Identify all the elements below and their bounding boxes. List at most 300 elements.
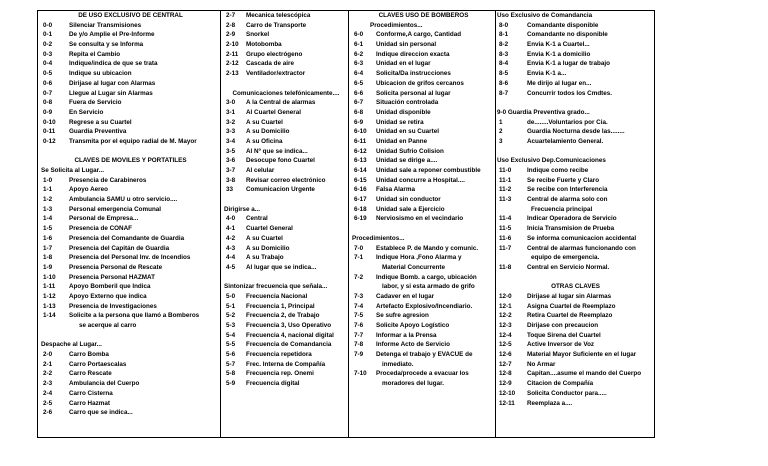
code-number: 7-3	[354, 292, 364, 300]
code-number: 2-0	[43, 351, 53, 359]
code-number: 12-6	[499, 351, 512, 359]
code-continuation: moradores del lugar.	[382, 380, 444, 388]
code-number: 3-5	[226, 147, 236, 155]
code-description: Ubicacion de grifos cercanos	[376, 79, 464, 87]
code-number: 1-8	[43, 254, 53, 262]
code-row	[224, 98, 348, 108]
code-row	[352, 176, 495, 186]
code-row	[352, 205, 495, 215]
code-number: 2-11	[226, 50, 239, 58]
code-description: Transmita por el equipo radial de M. Mayor	[69, 137, 197, 145]
code-description: Unidad se dirige a....	[376, 157, 438, 165]
code-description: Mecanica telescópica	[246, 12, 311, 19]
code-row	[497, 369, 654, 379]
spacer	[224, 273, 348, 283]
code-number: 2-6	[43, 409, 53, 417]
code-row	[352, 331, 495, 341]
code-description: Motobomba	[246, 41, 282, 49]
code-row	[497, 166, 654, 176]
spacer	[497, 147, 654, 157]
code-description: Frecuencia repetidora	[246, 351, 312, 359]
code-description: Informar a la Prensa	[376, 331, 437, 339]
code-row	[352, 321, 495, 331]
code-number: 8-2	[499, 41, 509, 49]
code-description: Unidad concurre a Hospital....	[376, 176, 465, 184]
code-description: Unidad en Panne	[376, 137, 428, 145]
code-row	[224, 244, 348, 254]
code-row	[224, 185, 348, 195]
code-number: 6-12	[354, 147, 367, 155]
code-row	[41, 253, 220, 263]
code-description: Guardia Preventiva	[69, 128, 127, 136]
code-continuation: equipo de emergencia.	[531, 254, 600, 262]
code-description: Personal emergencia Comunal	[69, 205, 162, 213]
code-number: 2-8	[226, 21, 236, 29]
code-row	[352, 69, 495, 79]
code-description: Al Nº que se indica...	[246, 147, 308, 155]
code-row	[41, 30, 220, 40]
code-row	[497, 321, 654, 331]
code-number: 4-2	[226, 234, 236, 242]
code-description: Comunicacion Urgente	[246, 186, 315, 194]
code-description: Se consulta y se Informa	[69, 41, 144, 49]
code-continuation: Material Concurrente	[382, 263, 445, 271]
code-number: 7-5	[354, 312, 364, 320]
code-description: Al lugar que se indica...	[246, 263, 317, 271]
code-description: Unidad sin personal	[376, 41, 437, 49]
code-row	[352, 185, 495, 195]
code-description: de........Voluntarios por Cia.	[527, 118, 608, 126]
code-number: 8-4	[499, 60, 509, 68]
code-number: 11-3	[499, 196, 512, 204]
code-description: A su Domicilio	[246, 244, 290, 252]
code-number: 0-11	[43, 128, 56, 136]
code-row	[352, 369, 495, 379]
code-description: Establece P. de Mando y comunic.	[376, 244, 479, 252]
code-row	[224, 263, 348, 273]
code-row	[497, 185, 654, 195]
code-number: 2-4	[43, 389, 53, 397]
code-number: 11-1	[499, 176, 512, 184]
code-row	[41, 21, 220, 31]
code-number: 2-3	[43, 380, 53, 388]
code-row	[352, 340, 495, 350]
section-label: Sintonizar frecuencia que señala...	[224, 283, 328, 291]
code-description: Unidad se retira	[376, 118, 424, 126]
code-row	[224, 292, 348, 302]
column-central	[38, 11, 220, 437]
code-description: Unidad Sufrio Colision	[376, 147, 444, 155]
code-description: Frecuencia 4, nacional digital	[246, 331, 334, 339]
code-description: Al celular	[246, 167, 275, 174]
code-continuation: inmediato.	[382, 360, 414, 368]
code-number: 5-1	[226, 302, 236, 310]
code-row	[41, 302, 220, 312]
code-number: 1-13	[43, 302, 56, 310]
code-row	[497, 137, 654, 147]
code-description: Solicite a la persona que llamó a Bomberos	[69, 312, 200, 320]
code-row	[41, 195, 220, 205]
code-number: 6-8	[354, 108, 364, 116]
code-description: Frecuencia 3, Uso Operativo	[246, 322, 332, 329]
section-label: Dirigirse a...	[224, 205, 261, 213]
code-description: Llegue al Lugar sin Alarmas	[69, 89, 153, 97]
code-number: 3-6	[226, 157, 236, 165]
code-number: 33	[226, 186, 234, 194]
code-row	[497, 302, 654, 312]
code-row	[352, 214, 495, 224]
code-description: Fuera de Servicio	[69, 99, 122, 107]
code-row	[41, 118, 220, 128]
code-row	[497, 69, 654, 79]
code-description: Apoyo Bomberil que Indica	[69, 283, 151, 291]
section-label: Despache al Lugar...	[41, 341, 102, 349]
code-description: Comandante no disponible	[527, 31, 608, 39]
section-heading: CLAVES USO DE BOMBEROS	[378, 12, 469, 19]
code-number: 2-2	[43, 370, 53, 378]
code-description: Solicite Apoyo Logístico	[376, 322, 450, 329]
code-description: A su Cuartel	[246, 234, 283, 242]
code-description: Falsa Alarma	[376, 186, 415, 194]
code-number: 6-10	[354, 128, 367, 136]
code-number: 1-14	[43, 312, 56, 320]
code-number: 12-10	[499, 389, 516, 397]
code-description: Cadaver en el lugar	[376, 292, 435, 300]
code-number: 6-15	[354, 176, 367, 184]
code-description: Detenga el trabajo y EVACUE de	[376, 351, 473, 359]
code-description: En Servicio	[69, 108, 104, 116]
code-row	[352, 244, 495, 254]
code-number: 6-4	[354, 70, 364, 78]
code-description: Inicia Transmision de Prueba	[527, 225, 615, 233]
code-number: 0-4	[43, 60, 53, 68]
code-description: Informe Acto de Servicio	[376, 341, 450, 349]
code-description: Al Cuartel General	[246, 108, 301, 116]
code-row	[497, 399, 654, 409]
code-number: 5-9	[226, 380, 236, 388]
code-number: 7-9	[354, 351, 364, 359]
code-description: No Armar	[527, 360, 556, 368]
code-number: 2-1	[43, 360, 53, 368]
code-description: Central en Servicio Normal.	[527, 263, 610, 271]
code-row	[224, 176, 348, 186]
code-row	[352, 50, 495, 60]
code-description: Capitan....asume el mando del Cuerpo	[527, 370, 642, 378]
code-description: Active Inversor de Voz	[527, 341, 595, 349]
code-number: 11-4	[499, 215, 512, 223]
code-description: Situación controlada	[376, 99, 439, 107]
code-row	[224, 350, 348, 360]
code-description: Citacion de Compañía	[527, 380, 594, 388]
code-row	[41, 108, 220, 118]
codes-table	[37, 10, 655, 438]
code-row	[224, 166, 348, 176]
code-number: 6-5	[354, 79, 364, 87]
section-label: Uso Exclusivo de Comandancia	[497, 12, 593, 19]
code-description: A su Cuartel	[246, 118, 283, 126]
code-number: 12-9	[499, 380, 512, 388]
code-row	[352, 253, 495, 263]
section-label: Se Solicita al Lugar...	[41, 167, 104, 174]
code-description: Unidad en el lugar	[376, 60, 431, 68]
code-description: Ambulancia del Cuerpo	[69, 380, 140, 388]
code-number: 1-5	[43, 225, 53, 233]
code-description: Frecuencia digital	[246, 380, 300, 388]
code-row	[41, 350, 220, 360]
code-description: Presencia de CONAF	[69, 225, 132, 233]
code-description: Dirijase al lugar con Alarmas	[69, 79, 156, 87]
code-row	[224, 40, 348, 50]
code-description: Se recibe Fuerte y Claro	[527, 176, 600, 184]
code-number: 5-5	[226, 341, 236, 349]
code-number: 11-6	[499, 234, 512, 242]
code-row	[224, 50, 348, 60]
code-description: Solicita Conductor para.....	[527, 389, 607, 397]
code-row	[224, 224, 348, 234]
code-number: 7-10	[354, 370, 367, 378]
code-number: 6-1	[354, 41, 364, 49]
code-number: 0-3	[43, 50, 53, 58]
code-number: 4-0	[226, 215, 236, 223]
code-row	[224, 253, 348, 263]
code-number: 1-10	[43, 273, 56, 281]
code-number: 6-9	[354, 118, 364, 126]
code-description: Presencia de Investigaciones	[69, 302, 157, 310]
code-row	[224, 147, 348, 157]
code-description: Presencia del Personal Inv. de Incendios	[69, 254, 191, 262]
code-continuation: se acerque al carro	[79, 322, 137, 329]
code-description: Carro de Transporte	[246, 21, 307, 29]
code-description: Envia K-1 a Cuartel...	[527, 41, 590, 49]
code-description: De y/o Amplie el Pre-Informe	[69, 31, 155, 39]
code-description: Carro Hazmat	[69, 399, 110, 407]
code-row	[497, 311, 654, 321]
code-number: 7-2	[354, 273, 364, 281]
code-number: 5-8	[226, 370, 236, 378]
code-number: 6-13	[354, 157, 367, 165]
code-row	[352, 166, 495, 176]
code-description: Revisar correo electrónico	[246, 176, 326, 184]
code-row	[224, 214, 348, 224]
code-number: 1	[499, 118, 503, 126]
code-row	[497, 224, 654, 234]
code-row	[224, 302, 348, 312]
code-row	[41, 79, 220, 89]
code-description: Unidad en su Cuartel	[376, 128, 439, 136]
code-number: 2-5	[43, 399, 53, 407]
code-description: Desocupe fono Cuartel	[246, 157, 315, 165]
code-description: Guardia Nocturna desde las........	[527, 128, 625, 136]
code-row	[224, 59, 348, 69]
code-description: Ambulancia SAMU u otro servicio....	[69, 196, 178, 204]
spacer	[497, 98, 654, 108]
code-row	[497, 331, 654, 341]
section-label: 9-0 Guardia Preventiva grado...	[497, 108, 590, 116]
code-row	[224, 321, 348, 331]
spacer	[352, 224, 495, 234]
code-number: 6-3	[354, 60, 364, 68]
code-number: 11-2	[499, 186, 512, 194]
code-row	[41, 214, 220, 224]
code-number: 6-16	[354, 186, 367, 194]
section-label: Procedimientos...	[352, 234, 405, 242]
code-description: Unidad sin conductor	[376, 196, 441, 204]
code-description: Snorkel	[246, 31, 270, 39]
code-row	[41, 360, 220, 370]
code-description: Dirijase al lugar sin Alarmas	[527, 292, 612, 300]
code-number: 2-12	[226, 60, 239, 68]
code-row	[497, 195, 654, 205]
code-description: Unidad sale a reponer combustible	[376, 167, 481, 174]
code-number: 5-2	[226, 312, 236, 320]
code-number: 0-7	[43, 89, 53, 97]
code-description: Frecuencia de Comandancia	[246, 341, 332, 349]
code-row	[224, 311, 348, 321]
code-description: Frecuencia rep. Onemi	[246, 370, 314, 378]
code-description: Conforme,A cargo, Cantidad	[376, 31, 462, 39]
code-number: 7-4	[354, 302, 364, 310]
code-description: Indique/indica de que se trata	[69, 60, 158, 68]
code-row	[497, 79, 654, 89]
code-row	[497, 21, 654, 31]
code-number: 1-7	[43, 244, 53, 252]
code-number: 0-6	[43, 79, 53, 87]
code-number: 1-3	[43, 205, 53, 213]
code-number: 3-7	[226, 167, 236, 174]
code-description: Indicar Operadora de Servicio	[527, 215, 617, 223]
code-row	[41, 399, 220, 409]
code-number: 6-17	[354, 196, 367, 204]
code-row	[352, 350, 495, 360]
code-row	[497, 50, 654, 60]
code-number: 6-2	[354, 50, 364, 58]
code-row	[41, 234, 220, 244]
code-row	[41, 40, 220, 50]
code-row	[497, 244, 654, 254]
code-row	[224, 137, 348, 147]
code-description: Regrese a su Cuartel	[69, 118, 132, 126]
code-number: 6-14	[354, 167, 367, 174]
code-description: Reemplaza a....	[527, 399, 573, 407]
code-number: 5-3	[226, 322, 236, 329]
code-description: Se informa comunicacion accidental	[527, 234, 637, 242]
code-description: Solicita personal al lugar	[376, 89, 451, 97]
code-description: A su Domicilio	[246, 128, 290, 136]
code-row	[224, 156, 348, 166]
code-description: Apoyo Externo que indica	[69, 292, 147, 300]
code-description: Presencia Personal HAZMAT	[69, 273, 155, 281]
code-description: Carro Portaescalas	[69, 360, 127, 368]
code-number: 7-0	[354, 244, 364, 252]
code-continuation: Frecuencia principal	[531, 205, 593, 213]
code-number: 11-7	[499, 244, 512, 252]
code-description: Carro Cisterna	[69, 389, 113, 397]
code-number: 6-6	[354, 89, 364, 97]
code-row	[41, 185, 220, 195]
code-description: Envia K-1 a lugar de trabajo	[527, 60, 610, 68]
code-row	[41, 273, 220, 283]
code-description: Asigna Cuartel de Reemplazo	[527, 302, 616, 310]
code-description: Frecuencia 1, Principal	[246, 302, 315, 310]
code-description: Material Mayor Suficiente en el lugar	[527, 351, 637, 359]
code-description: Frecuencia Nacional	[246, 292, 308, 300]
code-number: 2-7	[226, 12, 236, 19]
section-heading: DE USO EXCLUSIVO DE CENTRAL	[78, 12, 183, 19]
code-description: Proceda/procede a evacuar los	[376, 370, 469, 378]
code-row	[497, 263, 654, 273]
code-description: Nerviosismo en el vecindario	[376, 215, 464, 223]
spacer	[497, 273, 654, 283]
code-number: 6-18	[354, 205, 367, 213]
code-number: 11-8	[499, 263, 512, 271]
code-row	[352, 292, 495, 302]
code-number: 0-10	[43, 118, 56, 126]
code-row	[41, 69, 220, 79]
code-description: Presencia de Carabineros	[69, 176, 147, 184]
code-row	[41, 408, 220, 418]
code-description: Cascada de aire	[246, 60, 294, 68]
code-description: Indique direccion exacta	[376, 50, 450, 58]
code-description: Toque Sirena del Cuartel	[527, 331, 601, 339]
code-number: 7-6	[354, 322, 364, 329]
code-number: 12-2	[499, 312, 512, 320]
code-description: Frec. Interna de Compañía	[246, 360, 326, 368]
code-row	[497, 127, 654, 137]
code-number: 7-8	[354, 341, 364, 349]
code-row	[224, 234, 348, 244]
code-row	[224, 340, 348, 350]
code-row	[352, 59, 495, 69]
code-row	[224, 127, 348, 137]
code-number: 12-3	[499, 322, 512, 329]
code-number: 12-0	[499, 292, 512, 300]
code-number: 1-1	[43, 186, 53, 194]
code-number: 8-5	[499, 70, 509, 78]
code-number: 6-11	[354, 137, 367, 145]
spacer	[224, 195, 348, 205]
code-number: 5-7	[226, 360, 236, 368]
code-row	[41, 50, 220, 60]
code-number: 0-12	[43, 137, 56, 145]
code-row	[497, 30, 654, 40]
code-number: 11-5	[499, 225, 512, 233]
code-description: Frecuencia 2, de Trabajo	[246, 312, 320, 320]
code-row	[497, 176, 654, 186]
spacer	[41, 331, 220, 341]
code-number: 8-3	[499, 50, 509, 58]
code-number: 0-1	[43, 31, 53, 39]
code-row	[497, 340, 654, 350]
code-row	[497, 89, 654, 99]
code-row	[224, 69, 348, 79]
code-row	[41, 224, 220, 234]
code-number: 4-5	[226, 263, 236, 271]
code-number: 0-0	[43, 21, 53, 29]
code-row	[41, 369, 220, 379]
code-row	[497, 40, 654, 50]
code-row	[497, 118, 654, 128]
code-row	[352, 98, 495, 108]
code-row	[224, 331, 348, 341]
code-description: Indique como recibe	[527, 167, 589, 174]
column-comandancia	[495, 11, 654, 437]
code-row	[41, 244, 220, 254]
column-telefonica	[220, 11, 348, 437]
code-description: Dirijase con precaucion	[527, 322, 599, 329]
code-number: 1-2	[43, 196, 53, 204]
code-number: 3-0	[226, 99, 236, 107]
spacer	[41, 147, 220, 157]
